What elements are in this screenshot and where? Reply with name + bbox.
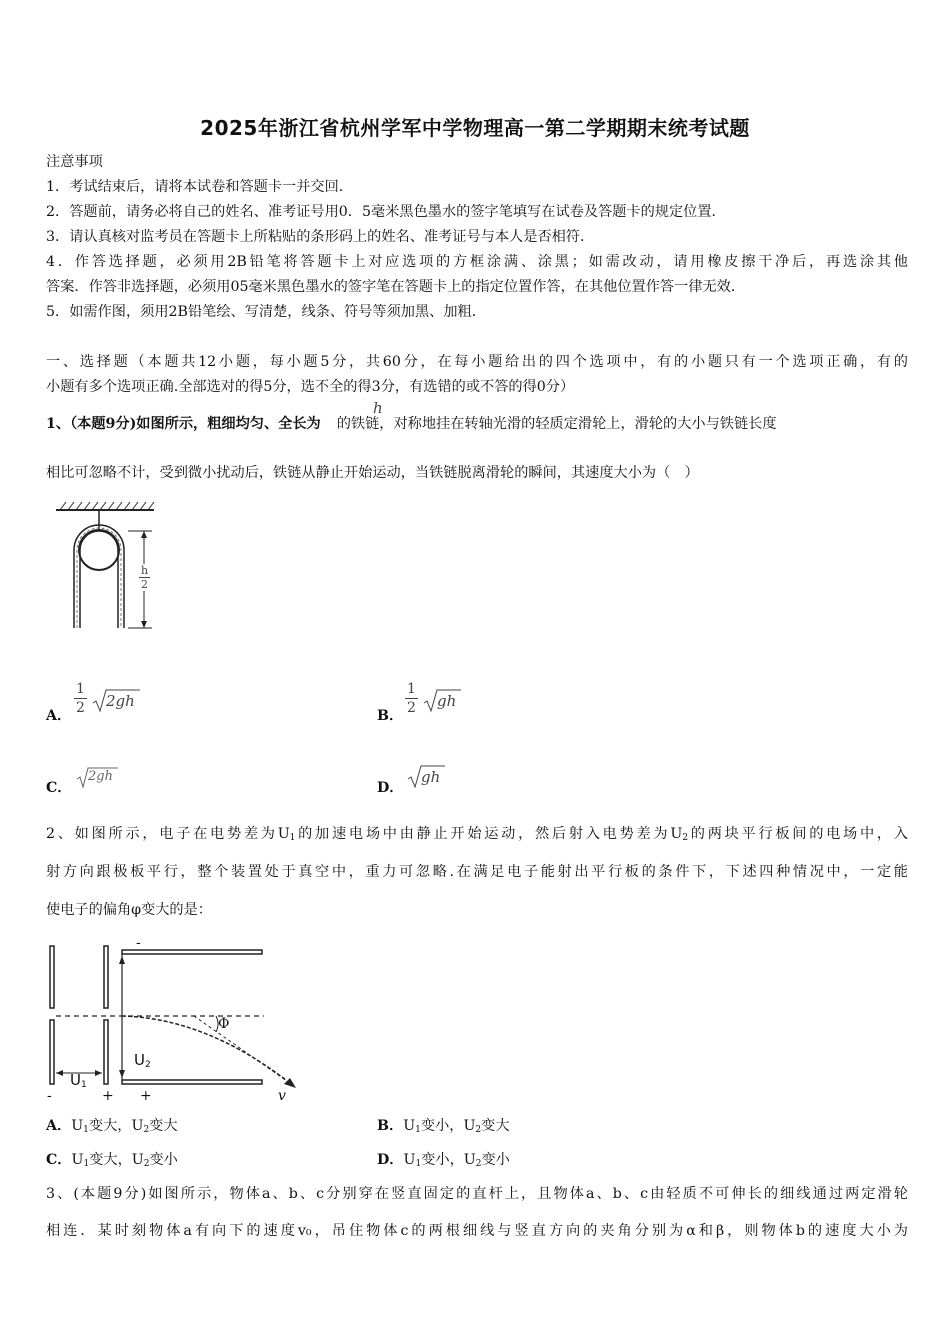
- q2-text-line2: 射方向跟极板平行，整个装置处于真空中，重力可忽略.在满足电子能射出平行板的条件下，下述四种情况中，一定能: [46, 864, 908, 880]
- q1-option-b-radicand: gh: [437, 692, 457, 710]
- q3-text: 3、(本题9分)如图所示，物体a、b、c分别穿在竖直固定的直杆上，且物体a、b、c由轻质不可伸长的细线通过两定滑轮: [46, 1186, 908, 1202]
- q2-option-d[interactable]: D．$U_1$变小，$U_2$变小: [377, 1152, 510, 1169]
- notice-item: 3．请认真核对监考员在答题卡上所粘贴的条形码上的姓名、准考证号与本人是否相符．: [46, 229, 595, 245]
- q1-option-b[interactable]: B．: [377, 708, 404, 724]
- q1-var-h: h: [373, 399, 383, 417]
- q1-option-c-radicand: 2gh: [88, 769, 113, 784]
- q2-fig-v: v: [278, 1088, 286, 1104]
- q1-option-d-radicand: gh: [421, 768, 441, 786]
- q1-text: [46, 414, 777, 434]
- q1-option-d[interactable]: D．: [377, 780, 404, 796]
- notice-item: 1．考试结束后，请将本试卷和答题卡一并交回．: [46, 179, 353, 195]
- q1-text-b: 的铁链，对称地挂在转轴光滑的轻质定滑轮上，滑轮的大小与铁链长度: [336, 416, 777, 432]
- q2-fig-phi: Φ: [218, 1016, 230, 1032]
- q2-fig-plus-mid: +: [102, 1088, 114, 1104]
- notice-item: 2．答题前，请务必将自己的姓名、准考证号用0．5毫米黑色墨水的签字笔填写在试卷及答题卡的规定位置．: [46, 204, 726, 220]
- q2-option-a[interactable]: A．$U_1$变大，$U_2$变大: [46, 1118, 178, 1135]
- notice-item: 答案．作答非选择题，必须用05毫米黑色墨水的签字笔在答题卡上的指定位置作答，在其他位置作答一律无效．: [46, 279, 746, 295]
- q1-text-line2: 相比可忽略不计，受到微小扰动后，铁链从静止开始运动，当铁链脱离滑轮的瞬间，其速度大小为（ ）: [46, 465, 699, 481]
- notice-heading: 注意事项: [46, 154, 103, 170]
- q1-option-b-fraction: $\frac{1}{2}$: [407, 681, 416, 716]
- q2-fig-u1: $U_1$: [70, 1071, 87, 1090]
- q1-figure-label: $\frac{h}{2}$: [141, 564, 149, 591]
- q2-fig-plus-bottom: +: [140, 1088, 152, 1104]
- q1-option-a-fraction: $\frac{1}{2}$: [76, 681, 85, 716]
- q2-text: 2、如图所示，电子在电势差为$U_1$的加速电场中由静止开始运动，然后射入电势差为$U_2$的两块平行板间的电场中，入: [46, 826, 908, 843]
- q1-option-c[interactable]: C．: [46, 780, 72, 796]
- q2-fig-minus-left: -: [47, 1088, 52, 1104]
- notice-item: 5．如需作图，须用2B铅笔绘、写清楚，线条、符号等须加黑、加粗．: [46, 304, 486, 320]
- q1-option-a[interactable]: A．: [46, 708, 72, 724]
- q3-text-line2: 相连．某时刻物体a有向下的速度v₀，吊住物体c的两根细线与竖直方向的夹角分别为α和β，则物体b的速度大小为: [46, 1223, 908, 1239]
- q2-fig-minus-top: -: [136, 935, 141, 951]
- q2-fig-u2: $U_2$: [134, 1051, 151, 1070]
- q2-option-b[interactable]: B．$U_1$变小，$U_2$变大: [377, 1118, 510, 1135]
- q1-text-a: 1、（本题9分)如图所示，粗细均匀、全长为: [46, 416, 321, 432]
- notice-item: 4．作答选择题，必须用2B铅笔将答题卡上对应选项的方框涂满、涂黑；如需改动，请用橡皮擦干净后，再选涂其他: [46, 254, 908, 270]
- q1-option-a-radicand: 2gh: [106, 692, 135, 710]
- q2-option-c[interactable]: C．$U_1$变大，$U_2$变小: [46, 1152, 178, 1169]
- q2-text-line3: 使电子的偏角φ变大的是：: [46, 902, 212, 918]
- page-title: 2025年浙江省杭州学军中学物理高一第二学期期末统考试题: [200, 116, 750, 140]
- section-heading: 一、选择题（本题共12小题，每小题5分，共60分，在每小题给出的四个选项中，有的小题只有一个选项正确，有的: [46, 354, 908, 370]
- section-heading-cont: 小题有多个选项正确.全部选对的得5分，选不全的得3分，有选错的或不答的得0分）: [46, 379, 575, 395]
